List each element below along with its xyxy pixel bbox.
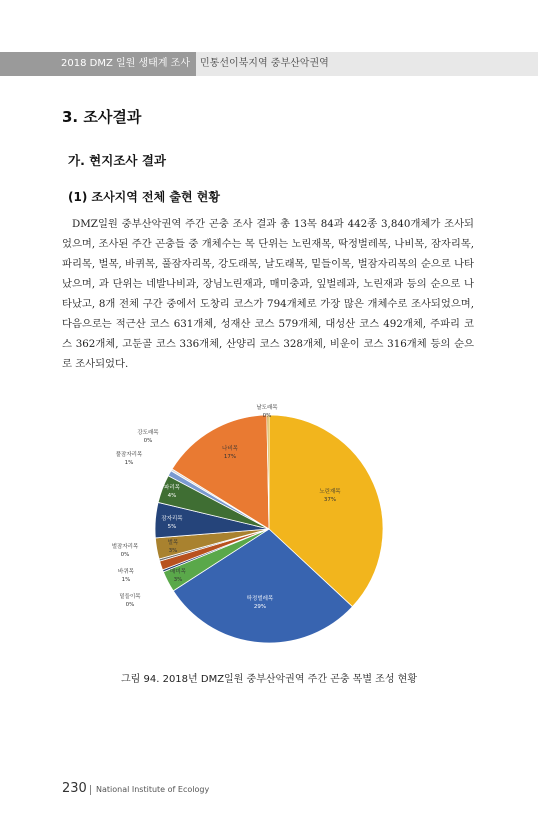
pie-label-name-2: 매미목 (170, 569, 186, 575)
body-paragraph: DMZ일원 중부산악권역 주간 곤충 조사 결과 총 13목 84과 442종 3,840개체가 조사되었으며, 조사된 주간 곤충들 중 개체수는 목 단위는 노린재목, 딱정벌레목, 나비목, 잠자리목, 파리목, 벌목, 바퀴목, 풀잠자리목, 강도래목, 날도래목, 밑들이목, 벌잠자리목의 순으로 나타났으며, 과 단위는 네발나비과, 장님노린재과, 매미충과, 잎벌레과, 노린재과 등의 순으로 나타났고, 8개 전체 구간 중에서 도창리 코스가 794개체로 가장 많은 개체수로 조사되었으며, 다음으로는 적근산 코스 631개체, 성재산 코스 579개체, 대성산 코스 492개체, 주파리 코스 362개체, 고둔골 코스 336개체, 산양리 코스 328개체, 비운이 코스 316개체 등의 순으로 조사되었다. (62, 218, 474, 370)
pie-label-pct-3: 0% (125, 602, 135, 608)
footer-separator (90, 785, 91, 795)
pie-label-pct-4: 1% (121, 577, 131, 583)
header-section-label: 민통선이북지역 중부산악권역 (200, 58, 329, 69)
pie-label-pct-6: 3% (168, 548, 178, 554)
pie-label-name-7: 잠자리목 (161, 516, 183, 522)
pie-label-name-3: 밑들이목 (119, 594, 141, 600)
pie-label-pct-12: 0% (262, 413, 272, 419)
footer-org: National Institute of Ecology (96, 785, 210, 794)
pie-label-4 (118, 567, 135, 583)
pie-label-name-1: 딱정벌레목 (246, 596, 274, 602)
figure-caption: 그림 94. 2018년 DMZ일원 중부산악권역 주간 곤충 목별 조성 현황 (121, 674, 417, 685)
pie-label-name-6: 벌목 (167, 540, 179, 546)
pie-label-name-8: 파리목 (164, 485, 180, 491)
pie-label-pct-11: 17% (223, 454, 237, 460)
pie-label-name-10: 강도래목 (137, 430, 159, 436)
pie-label-pct-0: 37% (323, 497, 337, 503)
header-tab: 2018 DMZ 일원 생태계 조사 (0, 52, 196, 76)
pie-label-pct-7: 5% (167, 524, 177, 530)
pie-label-name-11: 나비목 (222, 446, 238, 452)
pie-label-pct-9: 1% (124, 460, 134, 466)
pie-label-pct-2: 3% (173, 577, 183, 583)
pie-label-5 (112, 542, 139, 558)
pie-chart (0, 390, 538, 670)
pie-label-pct-5: 0% (120, 552, 130, 558)
page-number: 230 (62, 781, 87, 796)
pie-label-name-12: 날도래목 (256, 405, 278, 411)
pie-label-name-0: 노린재목 (319, 489, 341, 495)
pie-label-10 (137, 428, 159, 444)
pie-label-pct-1: 29% (253, 604, 267, 610)
pie-label-name-4: 바퀴목 (118, 569, 134, 575)
subsection-title: 가. 현지조사 결과 (68, 153, 166, 168)
pie-label-name-5: 벌잠자리목 (111, 544, 139, 550)
section-title: 3. 조사결과 (62, 108, 142, 126)
sub-subsection-title: (1) 조사지역 전체 출현 현황 (68, 190, 220, 204)
pie-chart-container (0, 390, 538, 670)
pie-label-name-9: 풀잠자리목 (115, 452, 143, 458)
pie-label-pct-8: 4% (167, 493, 177, 499)
pie-label-9 (116, 450, 143, 466)
pie-label-3 (119, 592, 141, 608)
pie-label-pct-10: 0% (143, 438, 153, 444)
